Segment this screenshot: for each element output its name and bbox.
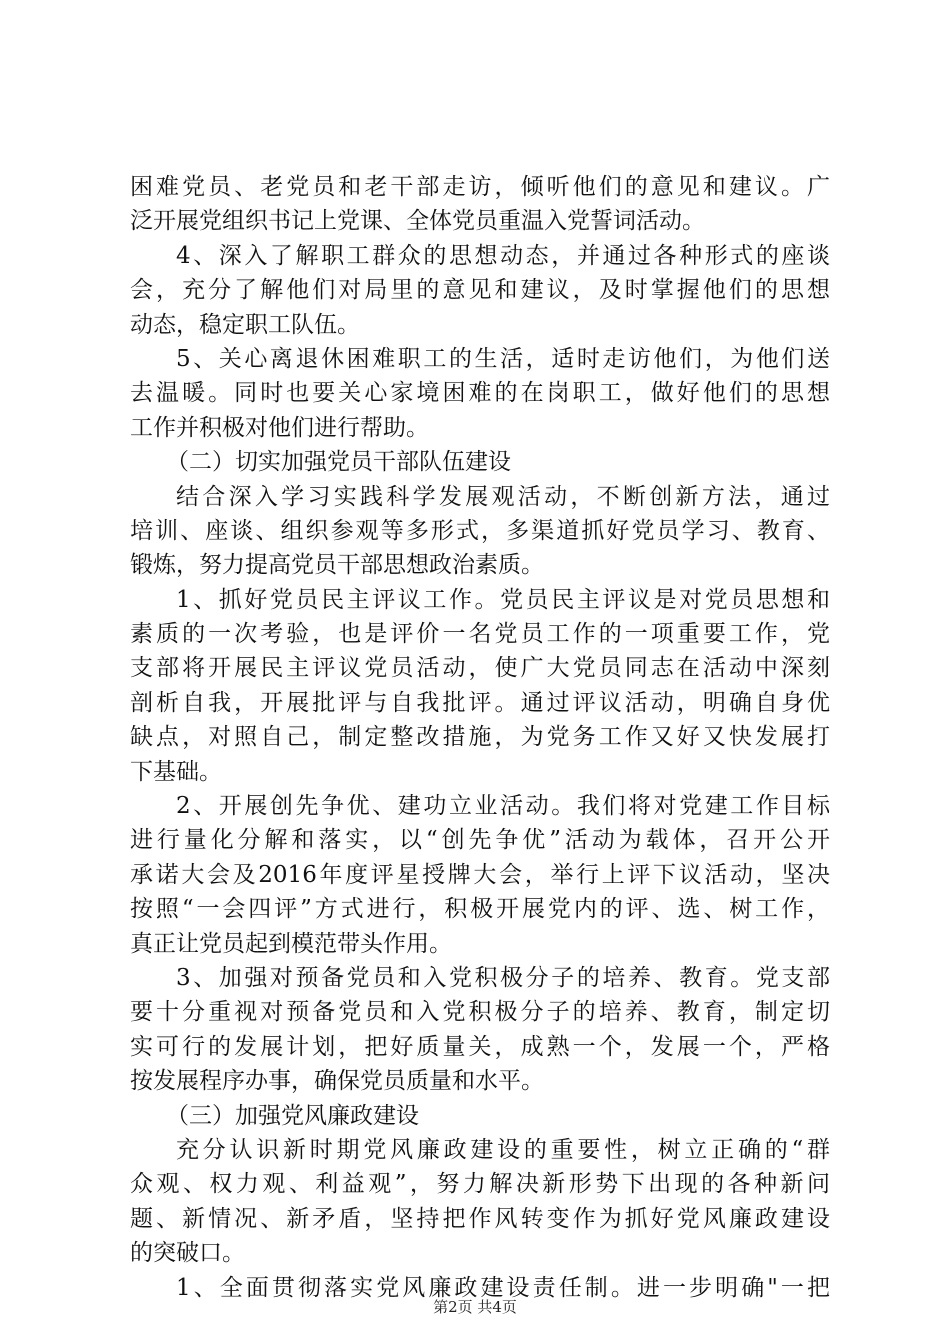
document-body bbox=[130, 170, 830, 1305]
text-line: 培训、座谈、组织参观等多形式，多渠道抓好党员学习、教育、 bbox=[130, 517, 830, 544]
text-line: 去温暖。同时也要关心家境困难的在岗职工，做好他们的思想 bbox=[130, 380, 830, 407]
text-line: 缺点，对照自己，制定整改措施，为党务工作又好又快发展打 bbox=[130, 724, 830, 751]
text-line: 支部将开展民主评议党员活动，使广大党员同志在活动中深刻 bbox=[130, 655, 830, 682]
page-footer: 第2页 共4页 bbox=[433, 1298, 517, 1316]
text-line: 泛开展党组织书记上党课、全体党员重温入党誓词活动。 bbox=[130, 208, 705, 235]
text-line: 2、开展创先争优、建功立业活动。我们将对党建工作目标 bbox=[176, 793, 830, 820]
text-line: 真正让党员起到模范带头作用。 bbox=[130, 930, 452, 957]
text-line: 工作并积极对他们进行帮助。 bbox=[130, 414, 429, 441]
text-line: （三）加强党风廉政建设 bbox=[166, 1102, 419, 1129]
text-line: 会，充分了解他们对局里的意见和建议，及时掌握他们的思想 bbox=[130, 277, 830, 304]
text-line: 按照“一会四评”方式进行，积极开展党内的评、选、树工作， bbox=[130, 896, 830, 923]
text-line: 动态，稳定职工队伍。 bbox=[130, 311, 360, 338]
text-line: 按发展程序办事，确保党员质量和水平。 bbox=[130, 1068, 544, 1095]
text-line: 实可行的发展计划，把好质量关，成熟一个，发展一个，严格 bbox=[130, 1033, 830, 1060]
text-line: 困难党员、老党员和老干部走访，倾听他们的意见和建议。广 bbox=[130, 174, 830, 200]
text-line: 充分认识新时期党风廉政建设的重要性，树立正确的“群 bbox=[176, 1136, 830, 1163]
text-line: 3、加强对预备党员和入党积极分子的培养、教育。党支部 bbox=[176, 964, 830, 991]
text-line: 剖析自我，开展批评与自我批评。通过评议活动，明确自身优 bbox=[130, 689, 830, 716]
text-line: 的突破口。 bbox=[130, 1240, 245, 1267]
text-line: 素质的一次考验，也是评价一名党员工作的一项重要工作，党 bbox=[130, 621, 830, 648]
text-line: 要十分重视对预备党员和入党积极分子的培养、教育，制定切 bbox=[130, 999, 830, 1026]
text-line: 承诺大会及2016年度评星授牌大会，举行上评下议活动，坚决 bbox=[130, 861, 830, 888]
text-line: 1、抓好党员民主评议工作。党员民主评议是对党员思想和 bbox=[176, 586, 830, 613]
text-line: 进行量化分解和落实，以“创先争优”活动为载体，召开公开 bbox=[130, 827, 830, 854]
text-line: 5、关心离退休困难职工的生活，适时走访他们，为他们送 bbox=[176, 345, 830, 372]
text-line: 下基础。 bbox=[130, 758, 222, 785]
text-line: （二）切实加强党员干部队伍建设 bbox=[166, 449, 511, 476]
text-line: 结合深入学习实践科学发展观活动，不断创新方法，通过 bbox=[176, 483, 830, 510]
text-line: 4、深入了解职工群众的思想动态，并通过各种形式的座谈 bbox=[176, 242, 830, 269]
text-line: 1、全面贯彻落实党风廉政建设责任制。进一步明确"一把 bbox=[176, 1274, 830, 1301]
text-line: 众观、权力观、利益观”，努力解决新形势下出现的各种新问 bbox=[130, 1171, 830, 1198]
text-line: 锻炼，努力提高党员干部思想政治素质。 bbox=[130, 552, 544, 579]
text-line: 题、新情况、新矛盾，坚持把作风转变作为抓好党风廉政建设 bbox=[130, 1205, 830, 1232]
